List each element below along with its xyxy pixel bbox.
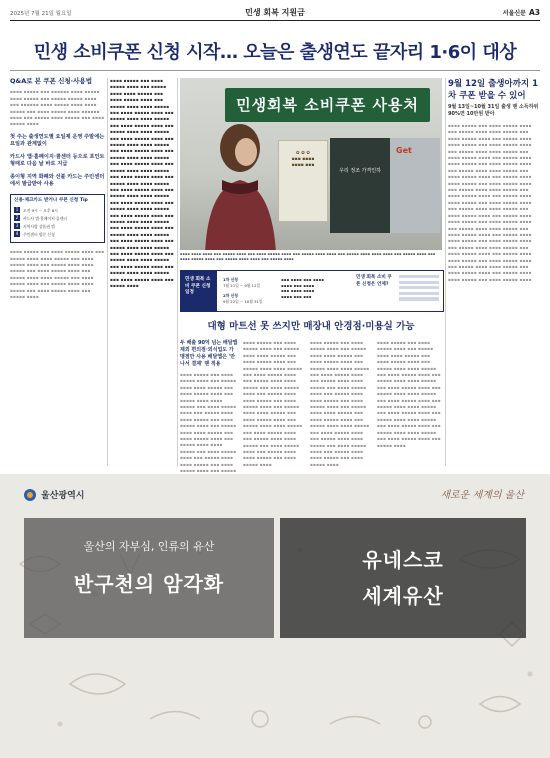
- right-headline: 9월 12일 출생아까지 1차 쿠폰 받을 수 있어: [448, 79, 539, 101]
- ad-slogan: 새로운 세계의 울산: [440, 490, 524, 501]
- schedule-box: [180, 270, 444, 312]
- article-text: ▪▪▪▪ ▪▪▪▪▪ ▪▪▪ ▪▪▪▪ ▪▪▪▪▪ ▪▪▪▪ ▪▪▪ ▪▪▪▪▪ ▪▪▪▪ ▪▪▪▪ ▪▪▪▪▪ ▪▪▪ ▪▪▪▪ ▪▪▪▪▪ ▪▪▪▪ ▪▪▪ ▪▪▪▪▪ ▪▪▪▪ ▪▪▪▪ ▪▪▪▪▪ ▪▪▪ ▪▪▪▪ ▪▪▪▪▪ ▪▪▪▪ ▪▪▪ ▪▪▪▪▪ ▪▪▪▪ ▪▪▪▪ ▪▪▪▪▪ ▪▪▪ ▪▪▪▪ ▪▪▪▪▪ ▪▪▪▪ ▪▪▪ ▪▪▪▪▪ ▪▪▪▪ ▪▪▪▪ ▪▪▪▪▪ ▪▪▪ ▪▪▪▪ ▪▪▪▪▪ ▪▪▪▪ ▪▪▪ ▪▪▪▪▪ ▪▪▪▪: [10, 249, 105, 300]
- article-text: ▪▪▪▪ ▪▪▪▪▪ ▪▪▪ ▪▪▪▪▪▪ ▪▪▪▪ ▪▪▪▪▪ ▪▪▪▪ ▪▪▪▪▪ ▪▪▪ ▪▪▪▪▪ ▪▪▪▪▪ ▪▪▪▪ ▪▪▪ ▪▪▪▪▪▪ ▪▪▪▪ ▪▪▪▪▪ ▪▪▪▪ ▪▪▪▪ ▪▪▪▪▪ ▪▪▪ ▪▪▪▪ ▪▪▪▪▪ ▪▪▪▪ ▪▪▪▪▪▪ ▪▪▪▪ ▪▪▪ ▪▪▪▪▪ ▪▪▪▪ ▪▪▪▪▪ ▪▪▪ ▪▪▪▪ ▪▪▪▪▪ ▪▪▪▪: [10, 89, 105, 127]
- sub-question: 두 배출 90억 넘는 배달앱 제외 편의점·외식업도 가맹점만 사용 배달앱은 '만나서 결제' 땐 적용: [180, 340, 238, 367]
- section-title: 민생 회복 지원금: [245, 8, 305, 17]
- ad-right-title-2: 세계유산: [362, 584, 444, 608]
- right-subheadline: 9월 13일~10월 31일 출생 땐 소득하위 90%면 10만원 받아: [448, 104, 539, 117]
- qa-question-2: 카드사 앱·홈페이지·콜센터 등으로 포인트 형태로 다음 날 바로 지급: [10, 153, 105, 167]
- qa-question-1: 첫 주는 출생연도별 요일제 운영 주말에는 요일과 관계없이: [10, 133, 105, 147]
- advertisement: [0, 474, 550, 758]
- photo-poster: 우리 정조 가격인하: [330, 138, 390, 233]
- ad-left-tagline: 울산의 자부심, 인류의 유산: [83, 540, 215, 553]
- article-text: ▪▪▪▪ ▪▪▪▪▪ ▪▪▪ ▪▪▪▪ ▪▪▪▪▪ ▪▪▪▪ ▪▪▪ ▪▪▪▪▪ ▪▪▪▪ ▪▪▪▪ ▪▪▪▪▪ ▪▪▪ ▪▪▪▪ ▪▪▪▪▪ ▪▪▪▪ ▪▪▪ ▪▪▪▪▪ ▪▪▪▪ ▪▪▪▪ ▪▪▪▪▪ ▪▪▪ ▪▪▪▪ ▪▪▪▪▪ ▪▪▪▪ ▪▪▪ ▪▪▪▪▪ ▪▪▪▪ ▪▪▪▪ ▪▪▪▪▪ ▪▪▪ ▪▪▪▪ ▪▪▪▪▪ ▪▪▪▪ ▪▪▪ ▪▪▪▪▪ ▪▪▪▪ ▪▪▪▪ ▪▪▪▪▪ ▪▪▪ ▪▪▪▪ ▪▪▪▪▪ ▪▪▪▪ ▪▪▪ ▪▪▪▪▪ ▪▪▪▪ ▪▪▪▪ ▪▪▪▪▪ ▪▪▪ ▪▪▪▪ ▪▪▪▪▪ ▪▪▪▪ ▪▪▪ ▪▪▪▪▪ ▪▪▪▪ ▪▪▪▪ ▪▪▪▪▪ ▪▪▪ ▪▪▪▪ ▪▪▪▪▪ ▪▪▪▪ ▪▪▪ ▪▪▪▪▪ ▪▪▪▪ ▪▪▪▪ ▪▪▪▪▪ ▪▪▪ ▪▪▪▪ ▪▪▪▪▪ ▪▪▪▪ ▪▪▪ ▪▪▪▪▪ ▪▪▪▪ ▪▪▪▪ ▪▪▪▪▪ ▪▪▪ ▪▪▪▪ ▪▪▪▪▪ ▪▪▪▪ ▪▪▪ ▪▪▪▪▪ ▪▪▪▪ ▪▪▪▪ ▪▪▪▪▪ ▪▪▪ ▪▪▪▪ ▪▪▪▪▪ ▪▪▪▪ ▪▪▪ ▪▪▪▪▪ ▪▪▪▪ ▪▪▪▪ ▪▪▪▪▪ ▪▪▪ ▪▪▪▪ ▪▪▪▪▪ ▪▪▪▪ ▪▪▪ ▪▪▪▪▪ ▪▪▪▪ ▪▪▪▪ ▪▪▪▪▪ ▪▪▪ ▪▪▪▪ ▪▪▪▪▪ ▪▪▪▪ ▪▪▪ ▪▪▪▪▪ ▪▪▪▪ ▪▪▪▪ ▪▪▪▪▪ ▪▪▪ ▪▪▪▪ ▪▪▪▪▪ ▪▪▪▪ ▪▪▪ ▪▪▪▪▪ ▪▪▪▪ ▪▪▪▪ ▪▪▪▪▪ ▪▪▪ ▪▪▪▪ ▪▪▪▪▪ ▪▪▪▪ ▪▪▪ ▪▪▪▪▪ ▪▪▪▪ ▪▪▪▪ ▪▪▪▪▪ ▪▪▪ ▪▪▪▪ ▪▪▪▪▪ ▪▪▪▪ ▪▪▪ ▪▪▪▪▪ ▪▪▪▪ ▪▪▪▪ ▪▪▪▪▪ ▪▪▪ ▪▪▪▪ ▪▪▪▪▪ ▪▪▪▪ ▪▪▪ ▪▪▪▪▪ ▪▪▪▪: [110, 78, 174, 288]
- ad-left-panel: [24, 518, 274, 638]
- tip-box: [10, 194, 105, 243]
- schedule-detail: ▪▪▪ ▪▪▪▪ ▪▪▪ ▪▪▪▪ ▪▪▪▪ ▪▪▪ ▪▪▪▪ ▪▪▪ ▪▪▪▪ ▪▪▪▪ ▪▪▪▪ ▪▪▪ ▪▪▪: [281, 277, 325, 299]
- column-divider: [445, 78, 446, 466]
- schedule-calendar: [399, 275, 439, 303]
- column-divider: [177, 78, 178, 466]
- person-figure: [200, 118, 280, 250]
- schedule-title: 민생 회복 소비 쿠폰 신청 일정: [181, 271, 217, 311]
- schedule-row: 2차 신청 9월 22일 ~ 10월 31일: [223, 293, 263, 304]
- subheadline: 대형 마트선 못 쓰지만 매장내 안경점·미용실 가능: [207, 321, 415, 332]
- page-number: A3: [528, 8, 540, 17]
- paper-name: 서울신문 A3: [502, 8, 540, 17]
- article-column: ▪▪▪▪ ▪▪▪▪▪ ▪▪▪ ▪▪▪▪ ▪▪▪▪▪ ▪▪▪▪ ▪▪▪ ▪▪▪▪▪ ▪▪▪▪ ▪▪▪▪ ▪▪▪▪▪ ▪▪▪ ▪▪▪▪ ▪▪▪▪▪ ▪▪▪▪ ▪▪▪ ▪▪▪▪▪ ▪▪▪▪ ▪▪▪▪ ▪▪▪▪▪ ▪▪▪ ▪▪▪▪ ▪▪▪▪▪ ▪▪▪▪ ▪▪▪ ▪▪▪▪▪ ▪▪▪▪ ▪▪▪▪ ▪▪▪▪▪ ▪▪▪ ▪▪▪▪ ▪▪▪▪▪ ▪▪▪▪ ▪▪▪ ▪▪▪▪▪ ▪▪▪▪ ▪▪▪▪ ▪▪▪▪▪ ▪▪▪ ▪▪▪▪ ▪▪▪▪▪ ▪▪▪▪ ▪▪▪ ▪▪▪▪▪ ▪▪▪▪ ▪▪▪▪ ▪▪▪▪▪ ▪▪▪ ▪▪▪▪ ▪▪▪▪▪ ▪▪▪▪ ▪▪▪ ▪▪▪▪▪ ▪▪▪▪ ▪▪▪▪ ▪▪▪▪▪ ▪▪▪ ▪▪▪▪ ▪▪▪▪▪ ▪▪▪▪ ▪▪▪ ▪▪▪▪▪ ▪▪▪▪ ▪▪▪▪ ▪▪▪▪▪ ▪▪▪ ▪▪▪▪ ▪▪▪▪▪ ▪▪▪▪ ▪▪▪ ▪▪▪▪▪ ▪▪▪▪: [377, 340, 441, 448]
- article-column: ▪▪▪▪ ▪▪▪▪▪ ▪▪▪ ▪▪▪▪ ▪▪▪▪▪ ▪▪▪▪ ▪▪▪ ▪▪▪▪▪ ▪▪▪▪ ▪▪▪▪ ▪▪▪▪▪ ▪▪▪ ▪▪▪▪ ▪▪▪▪▪ ▪▪▪▪ ▪▪▪ ▪▪▪▪▪ ▪▪▪▪ ▪▪▪▪ ▪▪▪▪▪ ▪▪▪ ▪▪▪▪ ▪▪▪▪▪ ▪▪▪▪ ▪▪▪ ▪▪▪▪▪ ▪▪▪▪ ▪▪▪▪ ▪▪▪▪▪ ▪▪▪ ▪▪▪▪ ▪▪▪▪▪ ▪▪▪▪ ▪▪▪ ▪▪▪▪▪ ▪▪▪▪ ▪▪▪▪ ▪▪▪▪▪ ▪▪▪ ▪▪▪▪ ▪▪▪▪▪ ▪▪▪▪ ▪▪▪ ▪▪▪▪▪ ▪▪▪▪ ▪▪▪▪ ▪▪▪▪▪ ▪▪▪ ▪▪▪▪ ▪▪▪▪▪ ▪▪▪▪ ▪▪▪ ▪▪▪▪▪ ▪▪▪▪ ▪▪▪▪ ▪▪▪▪▪ ▪▪▪ ▪▪▪▪ ▪▪▪▪▪ ▪▪▪▪ ▪▪▪ ▪▪▪▪▪ ▪▪▪▪ ▪▪▪▪ ▪▪▪▪▪ ▪▪▪ ▪▪▪▪ ▪▪▪▪▪ ▪▪▪▪ ▪▪▪ ▪▪▪▪▪ ▪▪▪▪ ▪▪▪▪ ▪▪▪▪▪ ▪▪▪ ▪▪▪▪ ▪▪▪▪▪ ▪▪▪▪: [310, 340, 370, 467]
- qa-question-3: 종이형 지역 화폐와 선불 카드는 주민센터에서 발급받아 사용: [10, 173, 105, 187]
- issue-date: 2025년 7월 21일 월요일: [10, 11, 72, 17]
- photo-banner: 민생회복 소비쿠폰 사용처: [225, 88, 430, 122]
- schedule-row: 1차 신청 7월 21일 ~ 9월 12일: [223, 277, 261, 288]
- tip-item: 1 오전 9시 ~ 오후 6시: [15, 207, 58, 213]
- tip-item: 3 지역사랑 상품권 앱: [15, 223, 55, 229]
- ulsan-logo-icon: [24, 489, 36, 501]
- schedule-right-title: 민생 회복 소비 쿠폰 신청은 언제?: [356, 275, 392, 287]
- tip-item: 2 카드사 앱·홈페이지·콜센터: [15, 215, 67, 221]
- photo-poster: Get: [390, 138, 440, 233]
- ad-right-panel: [280, 518, 526, 638]
- main-headline: 민생 소비쿠폰 신청 시작… 오늘은 출생연도 끝자리 1·6이 대상: [33, 42, 517, 63]
- article-column: 두 배출 90억 넘는 배달앱 제외 편의점·외식업도 가맹점만 사용 배달앱은 '만나서 결제' 땐 적용 ▪▪▪▪ ▪▪▪▪▪ ▪▪▪ ▪▪▪▪ ▪▪▪▪▪ ▪▪▪▪ ▪▪▪ ▪▪▪▪▪ ▪▪▪▪ ▪▪▪▪ ▪▪▪▪▪ ▪▪▪ ▪▪▪▪ ▪▪▪▪▪ ▪▪▪▪ ▪▪▪ ▪▪▪▪▪ ▪▪▪▪ ▪▪▪▪ ▪▪▪▪▪ ▪▪▪ ▪▪▪▪ ▪▪▪▪▪ ▪▪▪▪ ▪▪▪ ▪▪▪▪▪ ▪▪▪▪ ▪▪▪▪ ▪▪▪▪▪ ▪▪▪ ▪▪▪▪ ▪▪▪▪▪ ▪▪▪▪ ▪▪▪ ▪▪▪▪▪ ▪▪▪▪ ▪▪▪▪ ▪▪▪▪▪ ▪▪▪ ▪▪▪▪ ▪▪▪▪▪ ▪▪▪▪ ▪▪▪ ▪▪▪▪▪ ▪▪▪▪ ▪▪▪▪ ▪▪▪▪▪ ▪▪▪ ▪▪▪▪ ▪▪▪▪▪ ▪▪▪▪ ▪▪▪ ▪▪▪▪▪ ▪▪▪▪ ▪▪▪▪ ▪▪▪▪▪ ▪▪▪ ▪▪▪▪ ▪▪▪▪▪ ▪▪▪▪ ▪▪▪ ▪▪▪▪▪: [180, 340, 238, 474]
- page-header: [10, 6, 540, 21]
- ad-left-title: 반구천의 암각화: [73, 572, 225, 596]
- ad-right-title-1: 유네스코: [362, 548, 444, 572]
- news-photo: [180, 78, 442, 250]
- qa-section-title: Q&A로 본 쿠폰 신청·사용법: [10, 77, 92, 85]
- photo-caption: ▪▪▪▪ ▪▪▪▪ ▪▪▪▪ ▪▪▪ ▪▪▪▪▪ ▪▪▪▪ ▪▪▪ ▪▪▪▪ ▪▪▪▪▪ ▪▪▪▪ ▪▪▪ ▪▪▪▪▪ ▪▪▪▪ ▪▪▪▪ ▪▪▪ ▪▪▪▪▪ ▪▪▪▪ ▪▪▪▪ ▪▪▪▪ ▪▪▪ ▪▪▪▪▪ ▪▪▪▪ ▪▪▪ ▪▪▪▪ ▪▪▪▪▪ ▪▪▪▪ ▪▪▪ ▪▪▪▪▪ ▪▪▪▪ ▪▪▪▪ ▪▪▪ ▪▪▪▪▪ ▪▪▪▪: [180, 252, 436, 261]
- article-text: ▪▪▪▪ ▪▪▪▪▪ ▪▪▪ ▪▪▪▪ ▪▪▪▪▪ ▪▪▪▪ ▪▪▪ ▪▪▪▪▪ ▪▪▪▪ ▪▪▪▪ ▪▪▪▪▪ ▪▪▪ ▪▪▪▪ ▪▪▪▪▪ ▪▪▪▪ ▪▪▪ ▪▪▪▪▪ ▪▪▪▪ ▪▪▪▪ ▪▪▪▪▪ ▪▪▪ ▪▪▪▪ ▪▪▪▪▪ ▪▪▪▪ ▪▪▪ ▪▪▪▪▪ ▪▪▪▪ ▪▪▪▪ ▪▪▪▪▪ ▪▪▪ ▪▪▪▪ ▪▪▪▪▪ ▪▪▪▪ ▪▪▪ ▪▪▪▪▪ ▪▪▪▪ ▪▪▪▪ ▪▪▪▪▪ ▪▪▪ ▪▪▪▪ ▪▪▪▪▪ ▪▪▪▪ ▪▪▪ ▪▪▪▪▪ ▪▪▪▪ ▪▪▪▪ ▪▪▪▪▪ ▪▪▪ ▪▪▪▪ ▪▪▪▪▪ ▪▪▪▪ ▪▪▪ ▪▪▪▪▪ ▪▪▪▪ ▪▪▪▪ ▪▪▪▪▪ ▪▪▪ ▪▪▪▪ ▪▪▪▪▪ ▪▪▪▪ ▪▪▪ ▪▪▪▪▪ ▪▪▪▪ ▪▪▪▪ ▪▪▪▪▪ ▪▪▪ ▪▪▪▪ ▪▪▪▪▪ ▪▪▪▪ ▪▪▪ ▪▪▪▪▪ ▪▪▪▪ ▪▪▪▪ ▪▪▪▪▪ ▪▪▪ ▪▪▪▪ ▪▪▪▪▪ ▪▪▪▪ ▪▪▪ ▪▪▪▪▪ ▪▪▪▪ ▪▪▪▪ ▪▪▪▪▪ ▪▪▪ ▪▪▪▪ ▪▪▪▪▪ ▪▪▪▪ ▪▪▪ ▪▪▪▪▪ ▪▪▪▪ ▪▪▪▪ ▪▪▪▪▪ ▪▪▪ ▪▪▪▪ ▪▪▪▪▪ ▪▪▪▪ ▪▪▪ ▪▪▪▪▪ ▪▪▪▪ ▪▪▪▪ ▪▪▪▪▪ ▪▪▪ ▪▪▪▪ ▪▪▪▪▪ ▪▪▪▪ ▪▪▪ ▪▪▪▪▪ ▪▪▪▪ ▪▪▪▪ ▪▪▪▪▪ ▪▪▪ ▪▪▪▪ ▪▪▪▪▪ ▪▪▪▪ ▪▪▪ ▪▪▪▪▪ ▪▪▪▪ ▪▪▪▪ ▪▪▪▪▪ ▪▪▪ ▪▪▪▪ ▪▪▪▪▪ ▪▪▪▪ ▪▪▪ ▪▪▪▪▪ ▪▪▪▪ ▪▪▪▪ ▪▪▪▪▪ ▪▪▪ ▪▪▪▪ ▪▪▪▪▪ ▪▪▪▪ ▪▪▪ ▪▪▪▪▪ ▪▪▪▪ ▪▪▪▪ ▪▪▪▪▪ ▪▪▪ ▪▪▪▪ ▪▪▪▪▪ ▪▪▪▪ ▪▪▪ ▪▪▪▪▪ ▪▪▪▪ ▪▪▪▪ ▪▪▪▪▪ ▪▪▪ ▪▪▪▪ ▪▪▪▪▪ ▪▪▪▪: [448, 123, 532, 282]
- tip-box-title: 신용·체크카드 받거나 쿠폰 신청 Tip: [14, 197, 88, 203]
- qa-column: [10, 78, 105, 301]
- headline-divider: [10, 70, 540, 71]
- article-column: ▪▪▪▪ ▪▪▪▪▪ ▪▪▪ ▪▪▪▪ ▪▪▪▪▪ ▪▪▪▪ ▪▪▪ ▪▪▪▪▪ ▪▪▪▪ ▪▪▪▪ ▪▪▪▪▪ ▪▪▪ ▪▪▪▪ ▪▪▪▪▪ ▪▪▪▪ ▪▪▪ ▪▪▪▪▪ ▪▪▪▪ ▪▪▪▪ ▪▪▪▪▪ ▪▪▪ ▪▪▪▪ ▪▪▪▪▪ ▪▪▪▪ ▪▪▪ ▪▪▪▪▪ ▪▪▪▪ ▪▪▪▪ ▪▪▪▪▪ ▪▪▪ ▪▪▪▪ ▪▪▪▪▪ ▪▪▪▪ ▪▪▪ ▪▪▪▪▪ ▪▪▪▪ ▪▪▪▪ ▪▪▪▪▪ ▪▪▪ ▪▪▪▪ ▪▪▪▪▪ ▪▪▪▪ ▪▪▪ ▪▪▪▪▪ ▪▪▪▪ ▪▪▪▪ ▪▪▪▪▪ ▪▪▪ ▪▪▪▪ ▪▪▪▪▪ ▪▪▪▪ ▪▪▪ ▪▪▪▪▪ ▪▪▪▪ ▪▪▪▪ ▪▪▪▪▪ ▪▪▪ ▪▪▪▪ ▪▪▪▪▪ ▪▪▪▪ ▪▪▪ ▪▪▪▪▪ ▪▪▪▪ ▪▪▪▪ ▪▪▪▪▪ ▪▪▪ ▪▪▪▪ ▪▪▪▪▪ ▪▪▪▪ ▪▪▪ ▪▪▪▪▪ ▪▪▪▪ ▪▪▪▪ ▪▪▪▪▪ ▪▪▪ ▪▪▪▪ ▪▪▪▪▪ ▪▪▪▪: [243, 340, 303, 467]
- photo-poster: ✿ ✿ ✿ ▪▪▪ ▪▪▪▪ ▪▪▪▪ ▪▪▪: [278, 140, 328, 222]
- ad-organization: 울산광역시: [24, 488, 84, 501]
- column-divider: [107, 78, 108, 466]
- tip-item: 4 주민센터 방문 신청: [15, 231, 55, 237]
- right-article: [448, 78, 540, 283]
